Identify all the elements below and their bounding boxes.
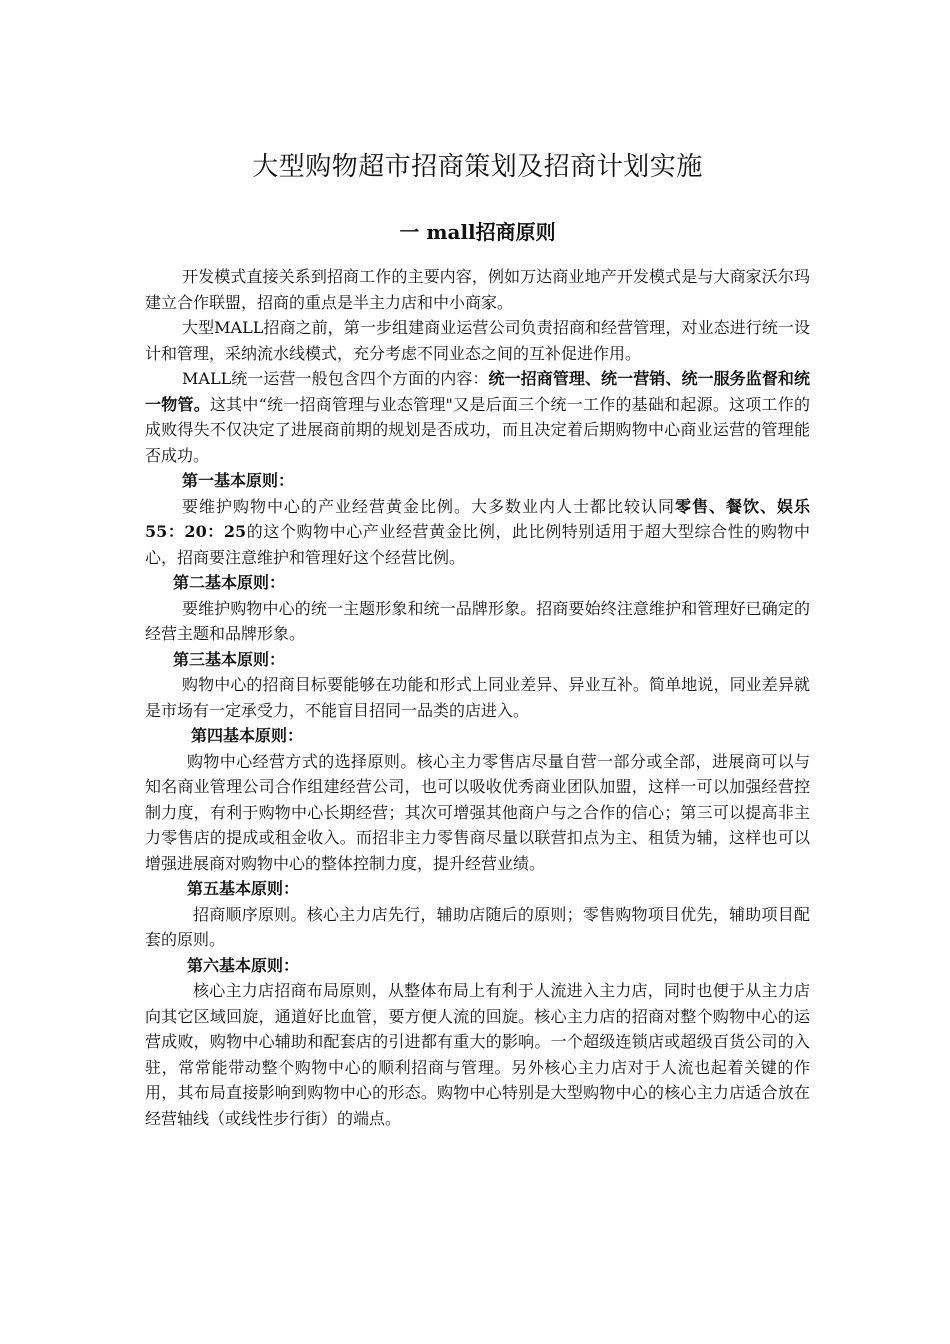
paragraph-order: 招商顺序原则。核心主力店先行，辅助店随后的原则；零售购物项目优先，辅助项目配套的原则。 — [145, 904, 810, 949]
principle-heading-3: 第三基本原则： — [173, 649, 286, 669]
paragraph-anchor-layout: 核心主力店招商布局原则，从整体布局上有利于人流进入主力店，同时也便于从主力店向其它区域回旋，通道好比血管，要方便人流的回旋。核心主力店的招商对整个购物中心的运营成败，购物中心辅助和配套店的引进都有重大的影响。一个超级连锁店或超级百货公司的入驻，常常能带动整个购物中心的顺利招商与管理。另外核心主力店对于人流也起着关键的作用，其布局直接影响到购物中心的形态。购物中心特别是大型购物中心的核心主力店适合放在经营轴线（或线性步行街）的端点。 — [145, 981, 810, 1128]
bold-emphasis: 零售、餐饮、娱乐55：20：25 — [145, 496, 810, 541]
document-title: 大型购物超市招商策划及招商计划实施 — [252, 152, 703, 182]
paragraph-text: 要维护购物中心的产业经营黄金比例。大多数业内人士都比较认同 — [182, 496, 675, 516]
principle-heading-6: 第六基本原则： — [187, 955, 300, 975]
paragraph-differentiation: 购物中心的招商目标要能够在功能和形式上同业差异、异业互补。简单地说，同业差异就是市场有一定承受力，不能盲目招同一品类的店进入。 — [145, 675, 810, 720]
paragraph-operation-mode: 购物中心经营方式的选择原则。核心主力零售店尽量自营一部分或全部，进展商可以与知名商业管理公司合作组建经营公司，也可以吸收优秀商业团队加盟，这样一可以加强经营控制力度，有利于购物中心长期经营；其次可增强其他商户与之合作的信心；第三可以提高非主力零售店的提成或租金收入。而招非主力零售商尽量以联营扣点为主、租赁为辅，这样也可以增强进展商对购物中心的整体控制力度，提升经营业绩。 — [145, 751, 810, 873]
paragraph-operating-company: 大型MALL招商之前，第一步组建商业运营公司负责招商和经营管理，对业态进行统一设计和管理，采纳流水线模式，充分考虑不同业态之间的互补促进作用。 — [145, 318, 810, 363]
document-body — [145, 264, 810, 1131]
paragraph-text: 的这个购物中心产业经营黄金比例，此比例特别适用于超大型综合性的购物中心，招商要注意维护和管理好这个经营比例。 — [145, 522, 810, 567]
paragraph-golden-ratio — [145, 494, 810, 571]
principle-heading-1: 第一基本原则： — [182, 471, 295, 490]
paragraph-brand-image: 要维护购物中心的统一主题形象和统一品牌形象。招商要始终注意维护和管理好已确定的经营主题和品牌形象。 — [145, 598, 810, 643]
paragraph-development-mode: 开发模式直接关系到招商工作的主要内容，例如万达商业地产开发模式是与大商家沃尔玛建立合作联盟，招商的重点是半主力店和中小商家。 — [145, 267, 810, 312]
principle-heading-5: 第五基本原则： — [187, 879, 300, 898]
principle-heading-2: 第二基本原则： — [173, 573, 286, 592]
document-page — [145, 150, 810, 1131]
paragraph-unified-operation — [145, 366, 810, 468]
principle-heading-4: 第四基本原则： — [191, 726, 304, 745]
bold-emphasis: 统一招商管理、统一营销、统一服务监督和统一物管。 — [145, 369, 810, 414]
section-title: 一 mall招商原则 — [399, 220, 556, 244]
paragraph-text: MALL统一运营一般包含四个方面的内容： — [182, 369, 489, 388]
paragraph-text: 这其中“统一招商管理与业态管理"又是后面三个统一工作的基础和起源。这项工作的成败得失不仅决定了进展商前期的规划是否成功，而且决定着后期购物中心商业运营的管理能否成功。 — [145, 394, 810, 465]
